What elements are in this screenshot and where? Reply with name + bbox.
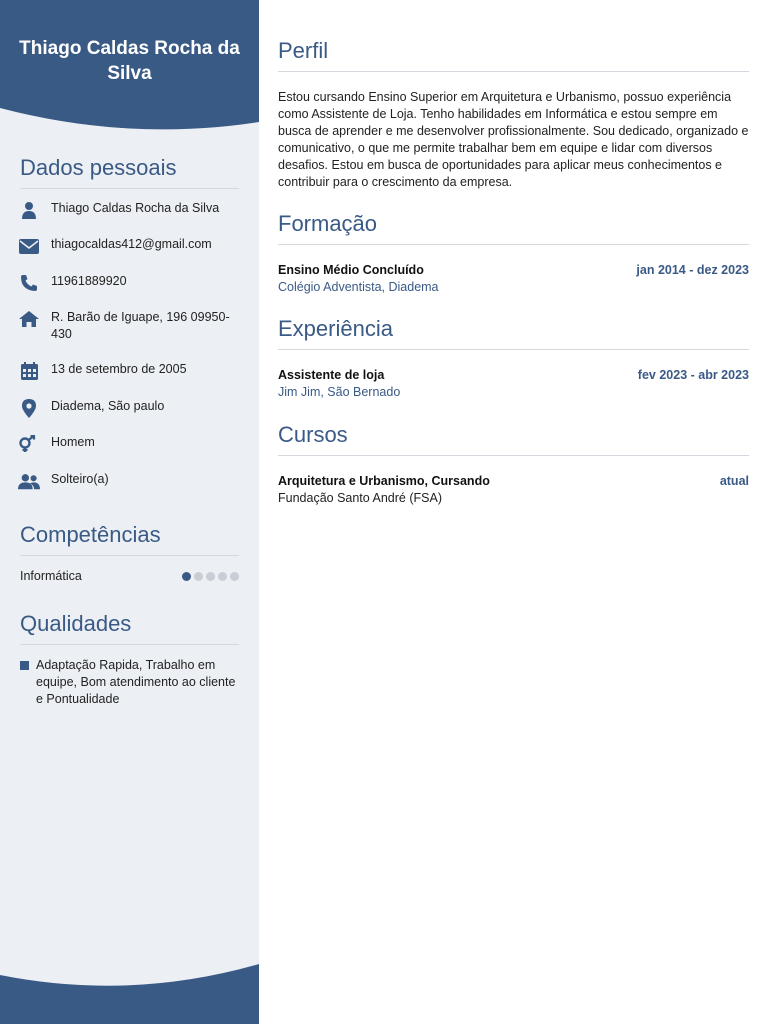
course-entry-title: Arquitetura e Urbanismo, Cursando [278,474,490,488]
contact-city-text: Diadema, São paulo [51,399,165,413]
quality-text: Adaptação Rapida, Trabalho em equipe, Bom atendimento ao cliente e Pontualidade [36,658,236,706]
education-entry-institution: Colégio Adventista, Diadema [278,280,439,294]
phone-icon [18,273,40,293]
contact-marital [18,471,240,491]
education-entry-title: Ensino Médio Concluído [278,263,424,277]
calendar-icon [18,361,40,381]
sidebar-footer [0,964,259,1024]
skill-dot [194,572,203,581]
profile-title: Perfil [278,38,749,72]
experience-entry [278,367,749,401]
candidate-name: Thiago Caldas Rocha da Silva [19,38,240,84]
contact-email [18,236,240,256]
education-title: Formação [278,211,749,245]
contact-marital-text: Solteiro(a) [51,472,109,486]
experience-entry-title: Assistente de loja [278,368,385,382]
personal-data-title: Dados pessoais [20,155,239,189]
profile-text: Estou cursando Ensino Superior em Arquitetura e Urbanismo, possuo experiência como Assistente de Loja. Tenho habilidades em Informática e estou sempre em busca de aprender e me desenvolver profissionalmente. Sou dedicado, organizado e comunicativo, o que me permite trabalhar bem em equipe e lidar com diversos desafios. Estou em busca de oportunidades para aplicar meus conhecimentos e contribuir para o crescimento da empresa. [278,90,749,189]
skill-dot [230,572,239,581]
skill-name: Informática [20,569,82,583]
skill-item [20,569,239,583]
contact-name-text: Thiago Caldas Rocha da Silva [51,201,220,215]
course-entry-institution: Fundação Santo André (FSA) [278,491,442,505]
gender-icon [18,434,40,454]
sidebar-header [0,0,259,132]
contact-email-text: thiagocaldas412@gmail.com [51,237,212,251]
education-entry [278,262,749,296]
skills-title: Competências [20,522,239,556]
experience-entry-date: fev 2023 - abr 2023 [637,368,749,382]
users-icon [18,471,40,491]
education-entry-date: jan 2014 - dez 2023 [636,263,749,277]
qualities-title: Qualidades [20,611,239,645]
skill-dot [182,572,191,581]
contact-birthdate-text: 13 de setembro de 2005 [51,362,187,376]
course-entry-date: atual [719,474,749,488]
skill-dot [206,572,215,581]
skill-level-dots [182,572,239,581]
course-entry [278,473,749,507]
quality-item [20,657,239,708]
experience-entry-company: Jim Jim, São Bernado [278,385,401,399]
contact-phone-text: 11961889920 [51,274,127,288]
footer-wave-shape [0,964,259,1024]
envelope-icon [18,236,40,256]
courses-title: Cursos [278,422,749,456]
square-bullet-icon [20,661,29,670]
map-marker-icon [18,398,40,418]
person-icon [18,200,40,220]
contact-phone [18,273,240,293]
contact-address-text: R. Barão de Iguape, 196 09950-430 [51,310,230,341]
contact-birthdate [18,361,240,381]
contact-gender [18,434,240,454]
skill-dot [218,572,227,581]
home-icon [18,309,40,329]
contact-name [18,200,240,220]
contact-address [18,309,240,343]
sidebar [0,0,259,1024]
contact-gender-text: Homem [51,435,95,449]
contact-city [18,398,240,418]
experience-title: Experiência [278,316,749,350]
